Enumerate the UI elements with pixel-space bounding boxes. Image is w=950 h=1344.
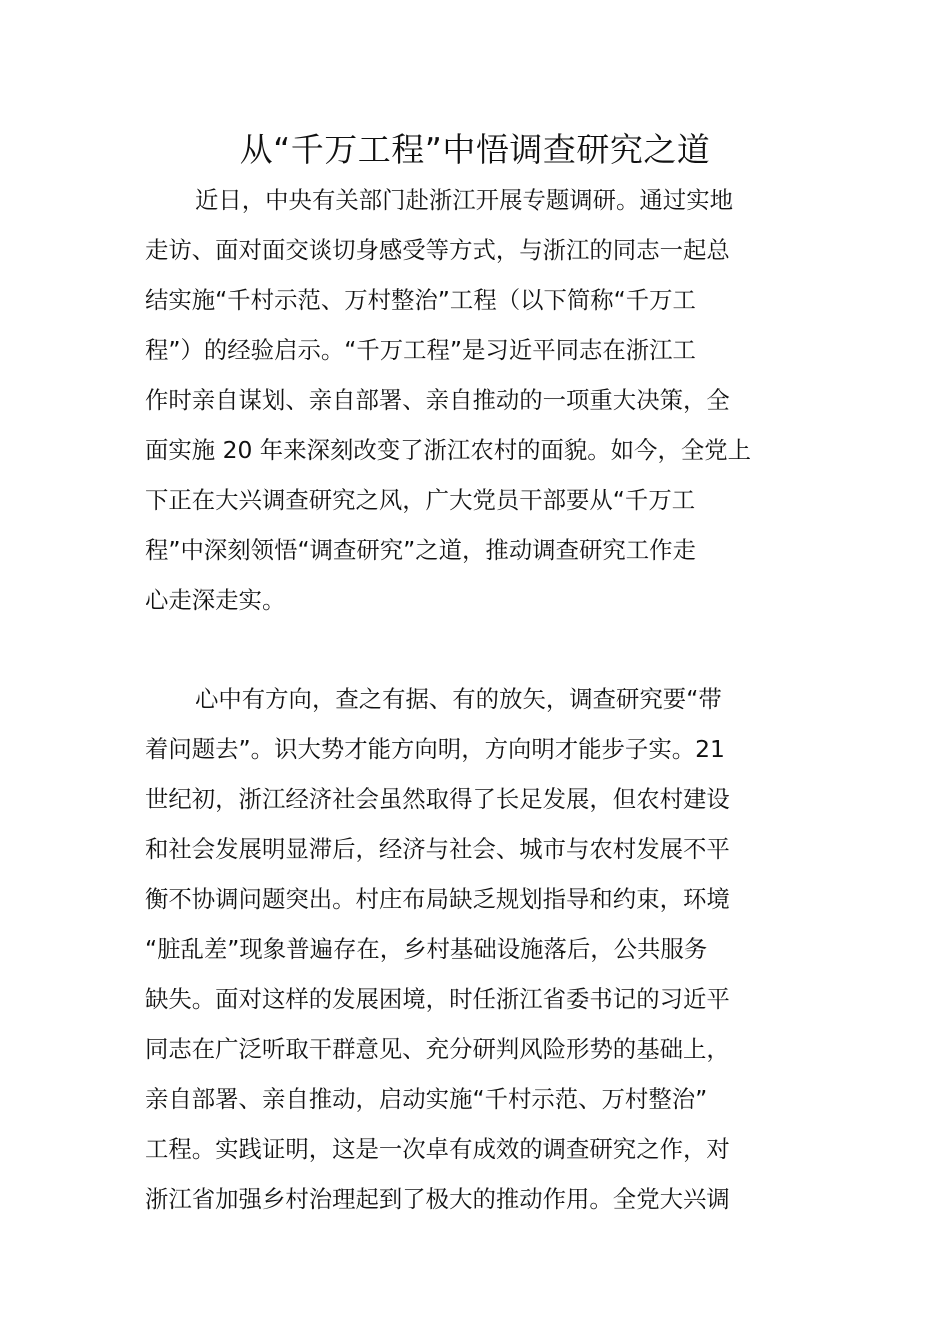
paragraph-2: [145, 674, 805, 1224]
paragraph-line: 结实施“千村示范、万村整治”工程（以下简称“千万工: [145, 286, 696, 314]
paragraph-line: 面实施 20 年来深刻改变了浙江农村的面貌。如今，全党上: [145, 436, 752, 464]
paragraph-line: 和社会发展明显滞后，经济与社会、城市与农村发展不平: [145, 835, 730, 863]
paragraph-line: 程”）的经验启示。“千万工程”是习近平同志在浙江工: [145, 336, 696, 364]
paragraph-1: [145, 175, 805, 625]
paragraph-line: 同志在广泛听取干群意见、充分研判风险形势的基础上，: [145, 1035, 730, 1063]
paragraph-line: 心走深走实。: [145, 586, 286, 614]
paragraph-line: 衡不协调问题突出。村庄布局缺乏规划指导和约束，环境: [145, 885, 730, 913]
paragraph-line: 亲自部署、亲自推动，启动实施“千村示范、万村整治”: [145, 1085, 708, 1113]
paragraph-line: 走访、面对面交谈切身感受等方式，与浙江的同志一起总: [145, 236, 730, 264]
paragraph-line: 下正在大兴调查研究之风，广大党员干部要从“千万工: [145, 486, 696, 514]
paragraph-line: 世纪初，浙江经济社会虽然取得了长足发展，但农村建设: [145, 785, 730, 813]
paragraph-line: 浙江省加强乡村治理起到了极大的推动作用。全党大兴调: [145, 1185, 730, 1213]
paragraph-line: 程”中深刻领悟“调查研究”之道，推动调查研究工作走: [145, 536, 696, 564]
paragraph-line: 作时亲自谋划、亲自部署、亲自推动的一项重大决策，全: [145, 386, 730, 414]
paragraph-line: 着问题去”。识大势才能方向明，方向明才能步子实。21: [145, 735, 725, 763]
document-title: 从“千万工程”中悟调查研究之道: [239, 130, 711, 169]
paragraph-line: “脏乱差”现象普遍存在，乡村基础设施落后，公共服务: [145, 935, 708, 963]
paragraph-line: 缺失。面对这样的发展困境，时任浙江省委书记的习近平: [145, 985, 730, 1013]
paragraph-line: 心中有方向，查之有据、有的放矢，调查研究要“带: [195, 685, 722, 713]
paragraph-line: 近日，中央有关部门赴浙江开展专题调研。通过实地: [195, 186, 733, 214]
paragraph-line: 工程。实践证明，这是一次卓有成效的调查研究之作，对: [145, 1135, 730, 1163]
